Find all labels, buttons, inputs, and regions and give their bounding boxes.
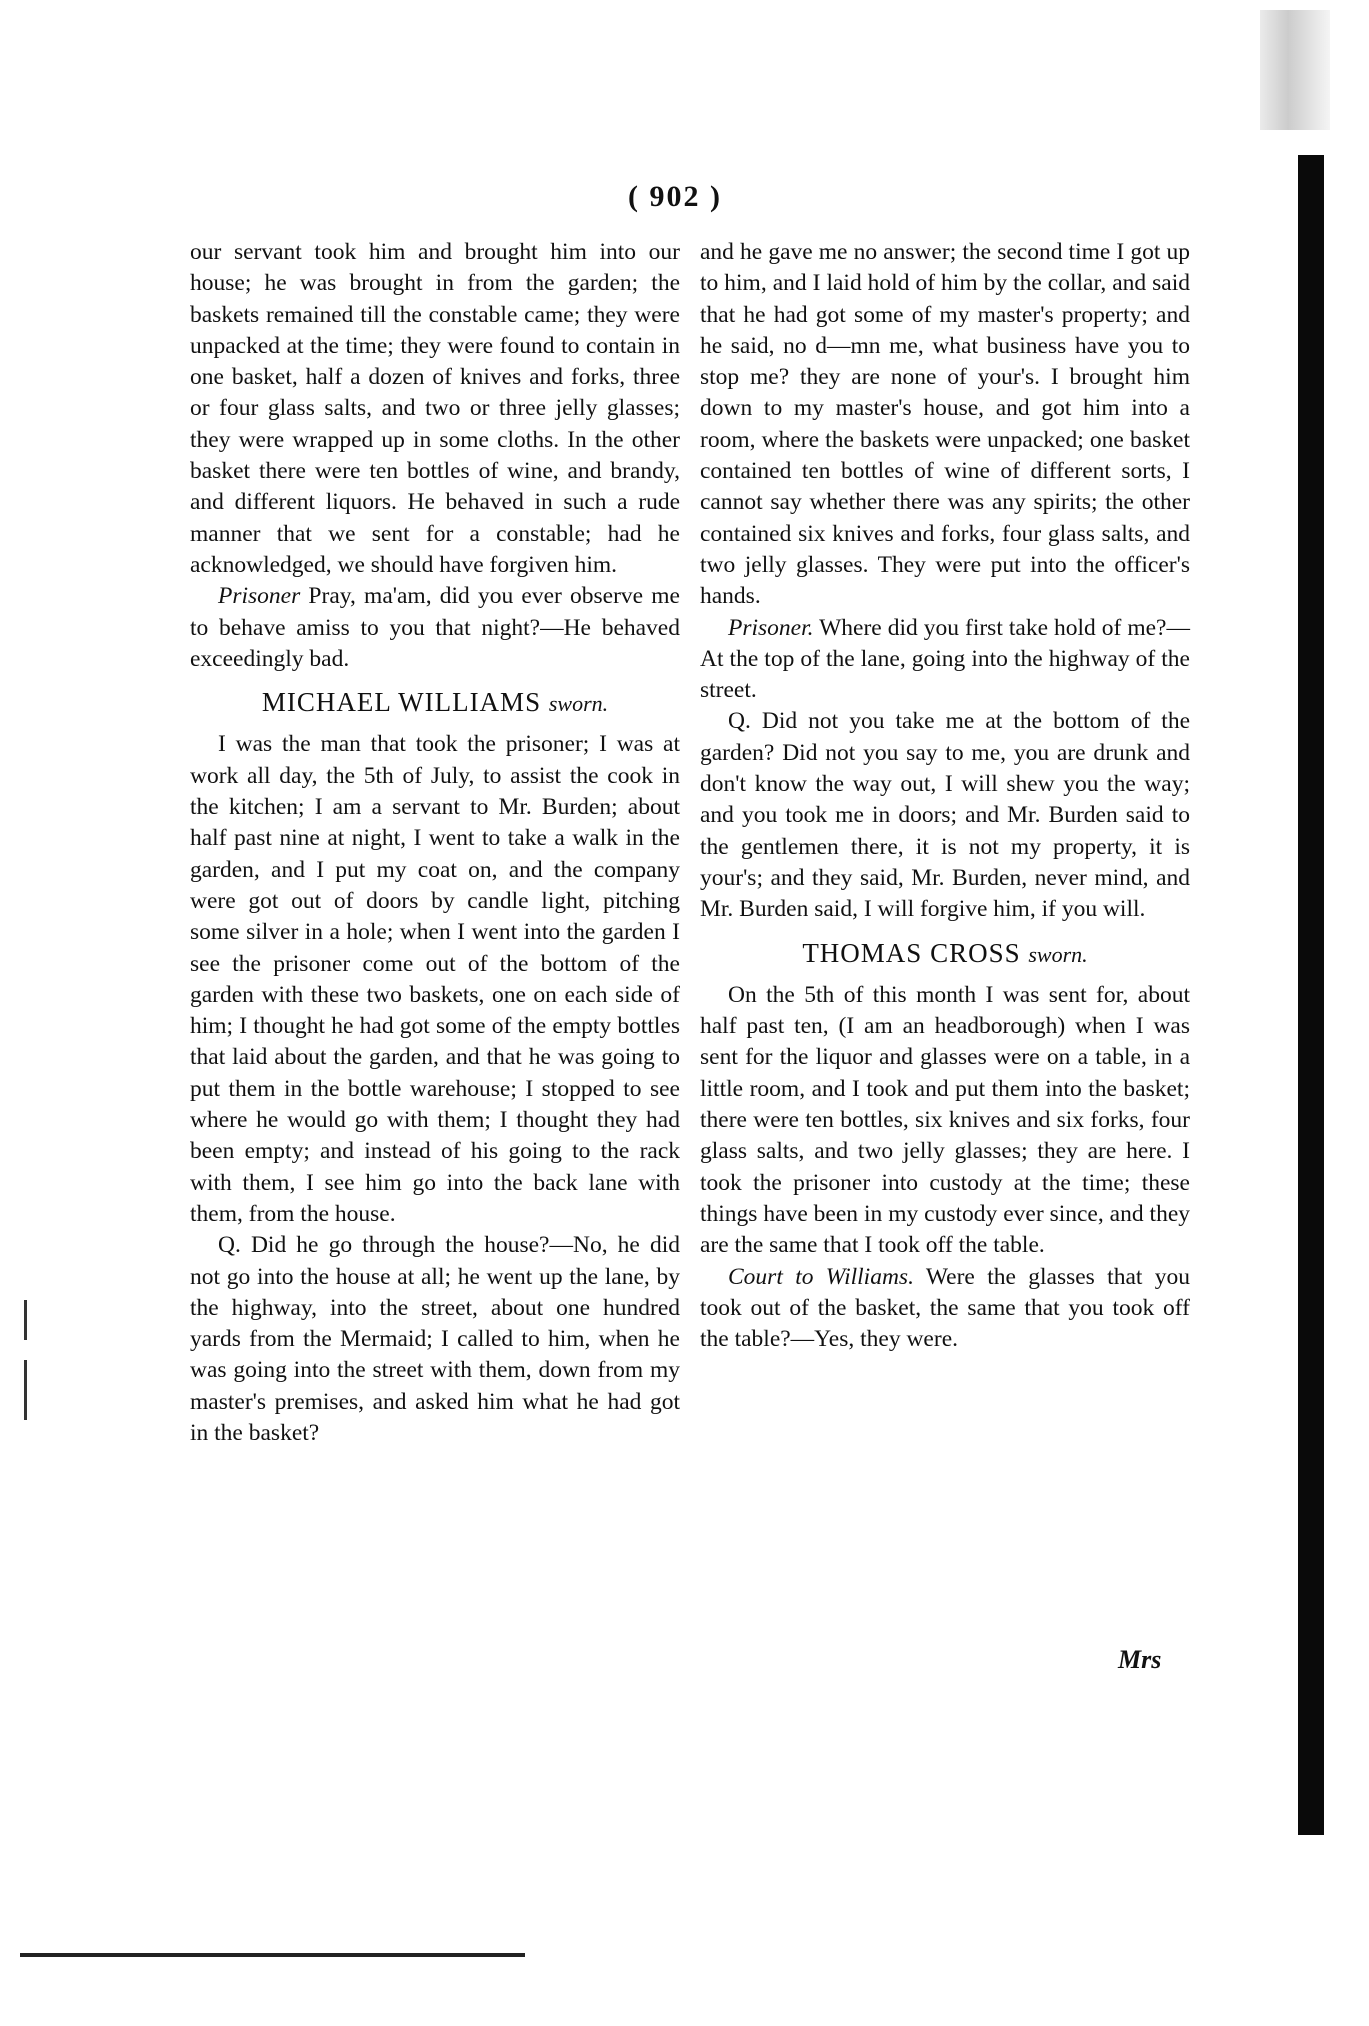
scan-artifact bbox=[1260, 10, 1330, 130]
paragraph: On the 5th of this month I was sent for, about half past ten, (I am an headborough) when I was sent for the liquor and glasses were on a table, in a little room, and I took and put them into the basket; there were ten bottles, six knives and six forks, four glass salts, and two jelly glasses; they are here. I took the prisoner into custody at the time; these things have been in my custody ever since, and they are the same that I took off the table. bbox=[700, 981, 1190, 1259]
paragraph: I was the man that took the prisoner; I was at work all day, the 5th of July, to assist the cook in the kitchen; I am a servant to Mr. Burden; about half past nine at night, I went to take a walk in the garden, and I put my coat on, and the company were got out of doors by candle light, pitching some silver in a hole; when I went into the garden I see the prisoner come out of the bottom of the garden with these two baskets, one on each side of him; I thought he had got some of the empty bottles that laid about the garden, and that he was going to put them in the bottle warehouse; I stopped to see where he would go with them; I thought they had been empty; and instead of his going to the rack with them, I see him go into the back lane with them, from the house. bbox=[190, 731, 680, 1227]
paragraph: our servant took him and brought him into our house; he was brought in from the garden; the baskets remained till the constable came; they were unpacked at the time; they were found to contain in one basket, half a dozen of knives and forks, three or four glass salts, and two or three jelly glasses; they were wrapped up in some cloths. In the other basket there were ten bottles of wine, and brandy, and different liquors. He behaved in such a rude manner that we sent for a constable; had he acknowledged, we should have forgiven him. bbox=[190, 239, 680, 578]
paragraph: Q. Did he go through the house?—No, he did not go into the house at all; he went up the lane, by the highway, into the street, about one hundred yards from the Mermaid; I called to him, when he was going into the street with them, down from my master's premises, and asked him what he had got in the basket? bbox=[190, 1232, 680, 1446]
paragraph-text: Where did you first take hold of me?—At the top of the lane, going into the highway of the street. bbox=[700, 614, 1190, 704]
paragraph: Q. Did not you take me at the bottom of the garden? Did not you say to me, you are drunk and don't know the way out, I will shew you the way; and you took me in doors; and Mr. Burden said to the gentlemen there, it is not my property, it is your's; and they said, Mr. Burden, never mind, and Mr. Burden said, I will forgive him, if you will. bbox=[700, 708, 1190, 923]
witness-heading bbox=[190, 687, 680, 719]
bottom-rule bbox=[20, 1953, 525, 1957]
right-column bbox=[700, 237, 1190, 1355]
edge-mark bbox=[24, 1300, 27, 1340]
witness-name: MICHAEL WILLIAMS bbox=[261, 687, 549, 718]
paragraph bbox=[700, 1262, 1190, 1356]
witness-name: THOMAS CROSS bbox=[802, 937, 1029, 968]
speaker-label: Prisoner. bbox=[728, 614, 814, 641]
paragraph-text: Pray, ma'am, did you ever observe me to behave amiss to you that night?—He behaved exceedingly bad. bbox=[190, 583, 680, 672]
catchword: Mrs bbox=[1118, 1645, 1162, 1674]
left-column bbox=[190, 237, 680, 1449]
paragraph: and he gave me no answer; the second time I got up to him, and I laid hold of him by the collar, and said that he had got some of my master's property; and he said, no d—mn me, what business have you to stop me? they are none of your's. I brought him down to my master's house, and got him into a room, where the baskets were unpacked; one basket contained ten bottles of wine of different sorts, I cannot say whether there was any spirits; the other contained six knives and forks, four glass salts, and two jelly glasses. They were put into the officer's hands. bbox=[700, 239, 1190, 610]
sworn-label: sworn. bbox=[1028, 941, 1088, 967]
edge-mark bbox=[24, 1360, 27, 1420]
page-number: ( 902 ) bbox=[628, 180, 722, 213]
paragraph bbox=[700, 613, 1190, 707]
witness-heading bbox=[700, 938, 1190, 970]
binding-shadow bbox=[1298, 155, 1324, 1835]
speaker-label: Prisoner bbox=[218, 583, 301, 610]
paragraph-text: Were the glasses that you took out of the basket, the same that you took off the table?—Yes, they were. bbox=[700, 1263, 1190, 1353]
speaker-label: Court to Williams. bbox=[728, 1263, 914, 1290]
paragraph bbox=[190, 581, 680, 675]
sworn-label: sworn. bbox=[548, 691, 609, 717]
